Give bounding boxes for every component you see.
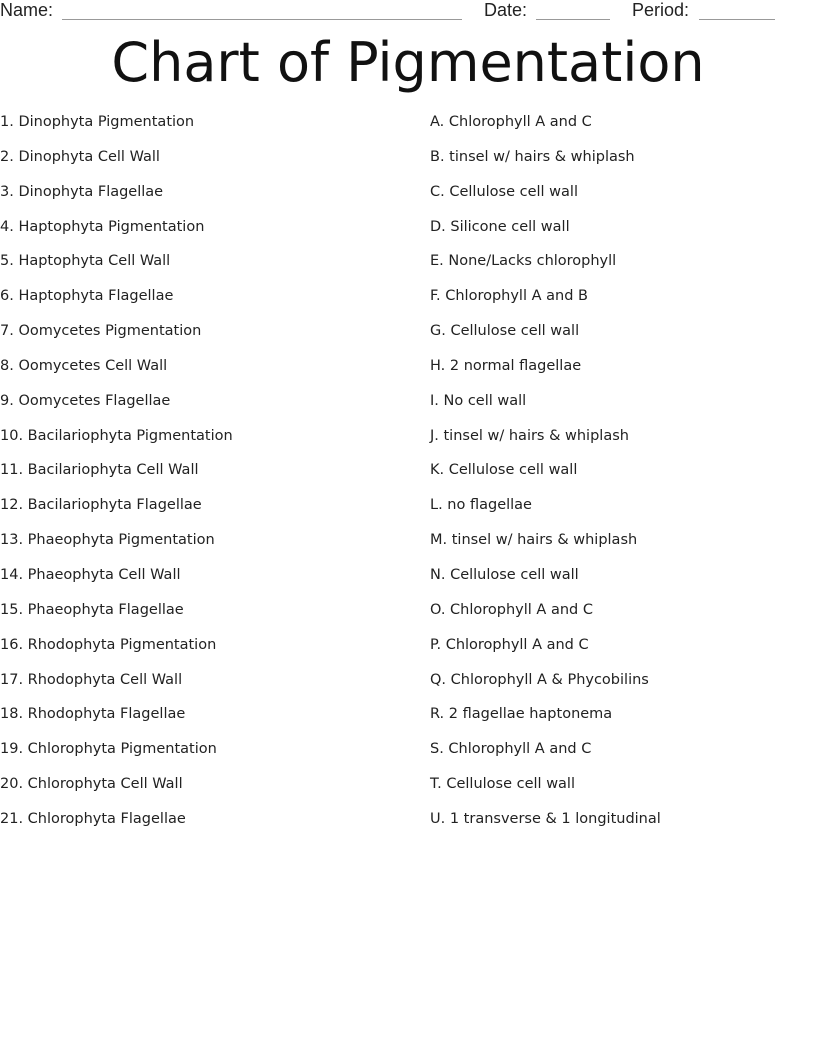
answer-item: H. 2 normal flagellae xyxy=(430,357,582,374)
answer-item: C. Cellulose cell wall xyxy=(430,183,578,200)
question-item: 5. Haptophyta Cell Wall xyxy=(0,253,171,270)
answer-item: O. Chlorophyll A and C xyxy=(430,601,593,618)
question-item: 19. Chlorophyta Pigmentation xyxy=(0,741,217,758)
answer-item: N. Cellulose cell wall xyxy=(430,566,579,583)
question-item: 16. Rhodophyta Pigmentation xyxy=(0,636,217,653)
question-item: 12. Bacilariophyta Flagellae xyxy=(0,497,202,514)
answer-list xyxy=(430,111,816,843)
page-title: Chart of Pigmentation xyxy=(111,31,705,94)
period-label: Period: xyxy=(632,0,690,20)
question-item: 3. Dinophyta Flagellae xyxy=(0,183,164,200)
question-item: 10. Bacilariophyta Pigmentation xyxy=(0,427,233,444)
answer-item: K. Cellulose cell wall xyxy=(430,462,578,479)
question-item: 1. Dinophyta Pigmentation xyxy=(0,114,195,130)
answer-item: I. No cell wall xyxy=(430,392,527,409)
question-item: 17. Rhodophyta Cell Wall xyxy=(0,671,183,688)
question-item: 4. Haptophyta Pigmentation xyxy=(0,218,205,235)
answer-item: T. Cellulose cell wall xyxy=(430,776,575,793)
answer-item: F. Chlorophyll A and B xyxy=(430,288,588,305)
question-item: 18. Rhodophyta Flagellae xyxy=(0,706,186,723)
question-item: 15. Phaeophyta Flagellae xyxy=(0,601,184,618)
question-list xyxy=(0,111,420,843)
answer-item: R. 2 flagellae haptonema xyxy=(430,706,613,723)
name-blank[interactable] xyxy=(62,19,462,20)
answer-item: L. no flagellae xyxy=(430,497,532,514)
answer-item: P. Chlorophyll A and C xyxy=(430,636,589,653)
question-item: 11. Bacilariophyta Cell Wall xyxy=(0,462,199,479)
question-item: 21. Chlorophyta Flagellae xyxy=(0,810,186,827)
answer-item: J. tinsel w/ hairs & whiplash xyxy=(430,427,629,444)
question-item: 20. Chlorophyta Cell Wall xyxy=(0,776,183,793)
question-item: 2. Dinophyta Cell Wall xyxy=(0,148,160,165)
answer-item: Q. Chlorophyll A & Phycobilins xyxy=(430,671,649,688)
answer-item: E. None/Lacks chlorophyll xyxy=(430,253,617,270)
question-item: 6. Haptophyta Flagellae xyxy=(0,288,174,305)
date-blank[interactable] xyxy=(536,19,610,20)
answer-item: G. Cellulose cell wall xyxy=(430,323,580,340)
question-item: 14. Phaeophyta Cell Wall xyxy=(0,566,181,583)
date-label: Date: xyxy=(484,0,528,20)
answer-item: S. Chlorophyll A and C xyxy=(430,741,592,758)
question-item: 8. Oomycetes Cell Wall xyxy=(0,357,168,374)
worksheet-header xyxy=(0,0,816,24)
answer-item: M. tinsel w/ hairs & whiplash xyxy=(430,532,638,549)
question-item: 9. Oomycetes Flagellae xyxy=(0,392,171,409)
answer-item: A. Chlorophyll A and C xyxy=(430,114,592,130)
answer-item: B. tinsel w/ hairs & whiplash xyxy=(430,148,635,165)
period-blank[interactable] xyxy=(699,19,775,20)
answer-item: U. 1 transverse & 1 longitudinal xyxy=(430,810,661,827)
question-item: 7. Oomycetes Pigmentation xyxy=(0,323,202,340)
question-item: 13. Phaeophyta Pigmentation xyxy=(0,532,215,549)
answer-item: D. Silicone cell wall xyxy=(430,218,570,235)
name-label: Name: xyxy=(0,0,54,20)
